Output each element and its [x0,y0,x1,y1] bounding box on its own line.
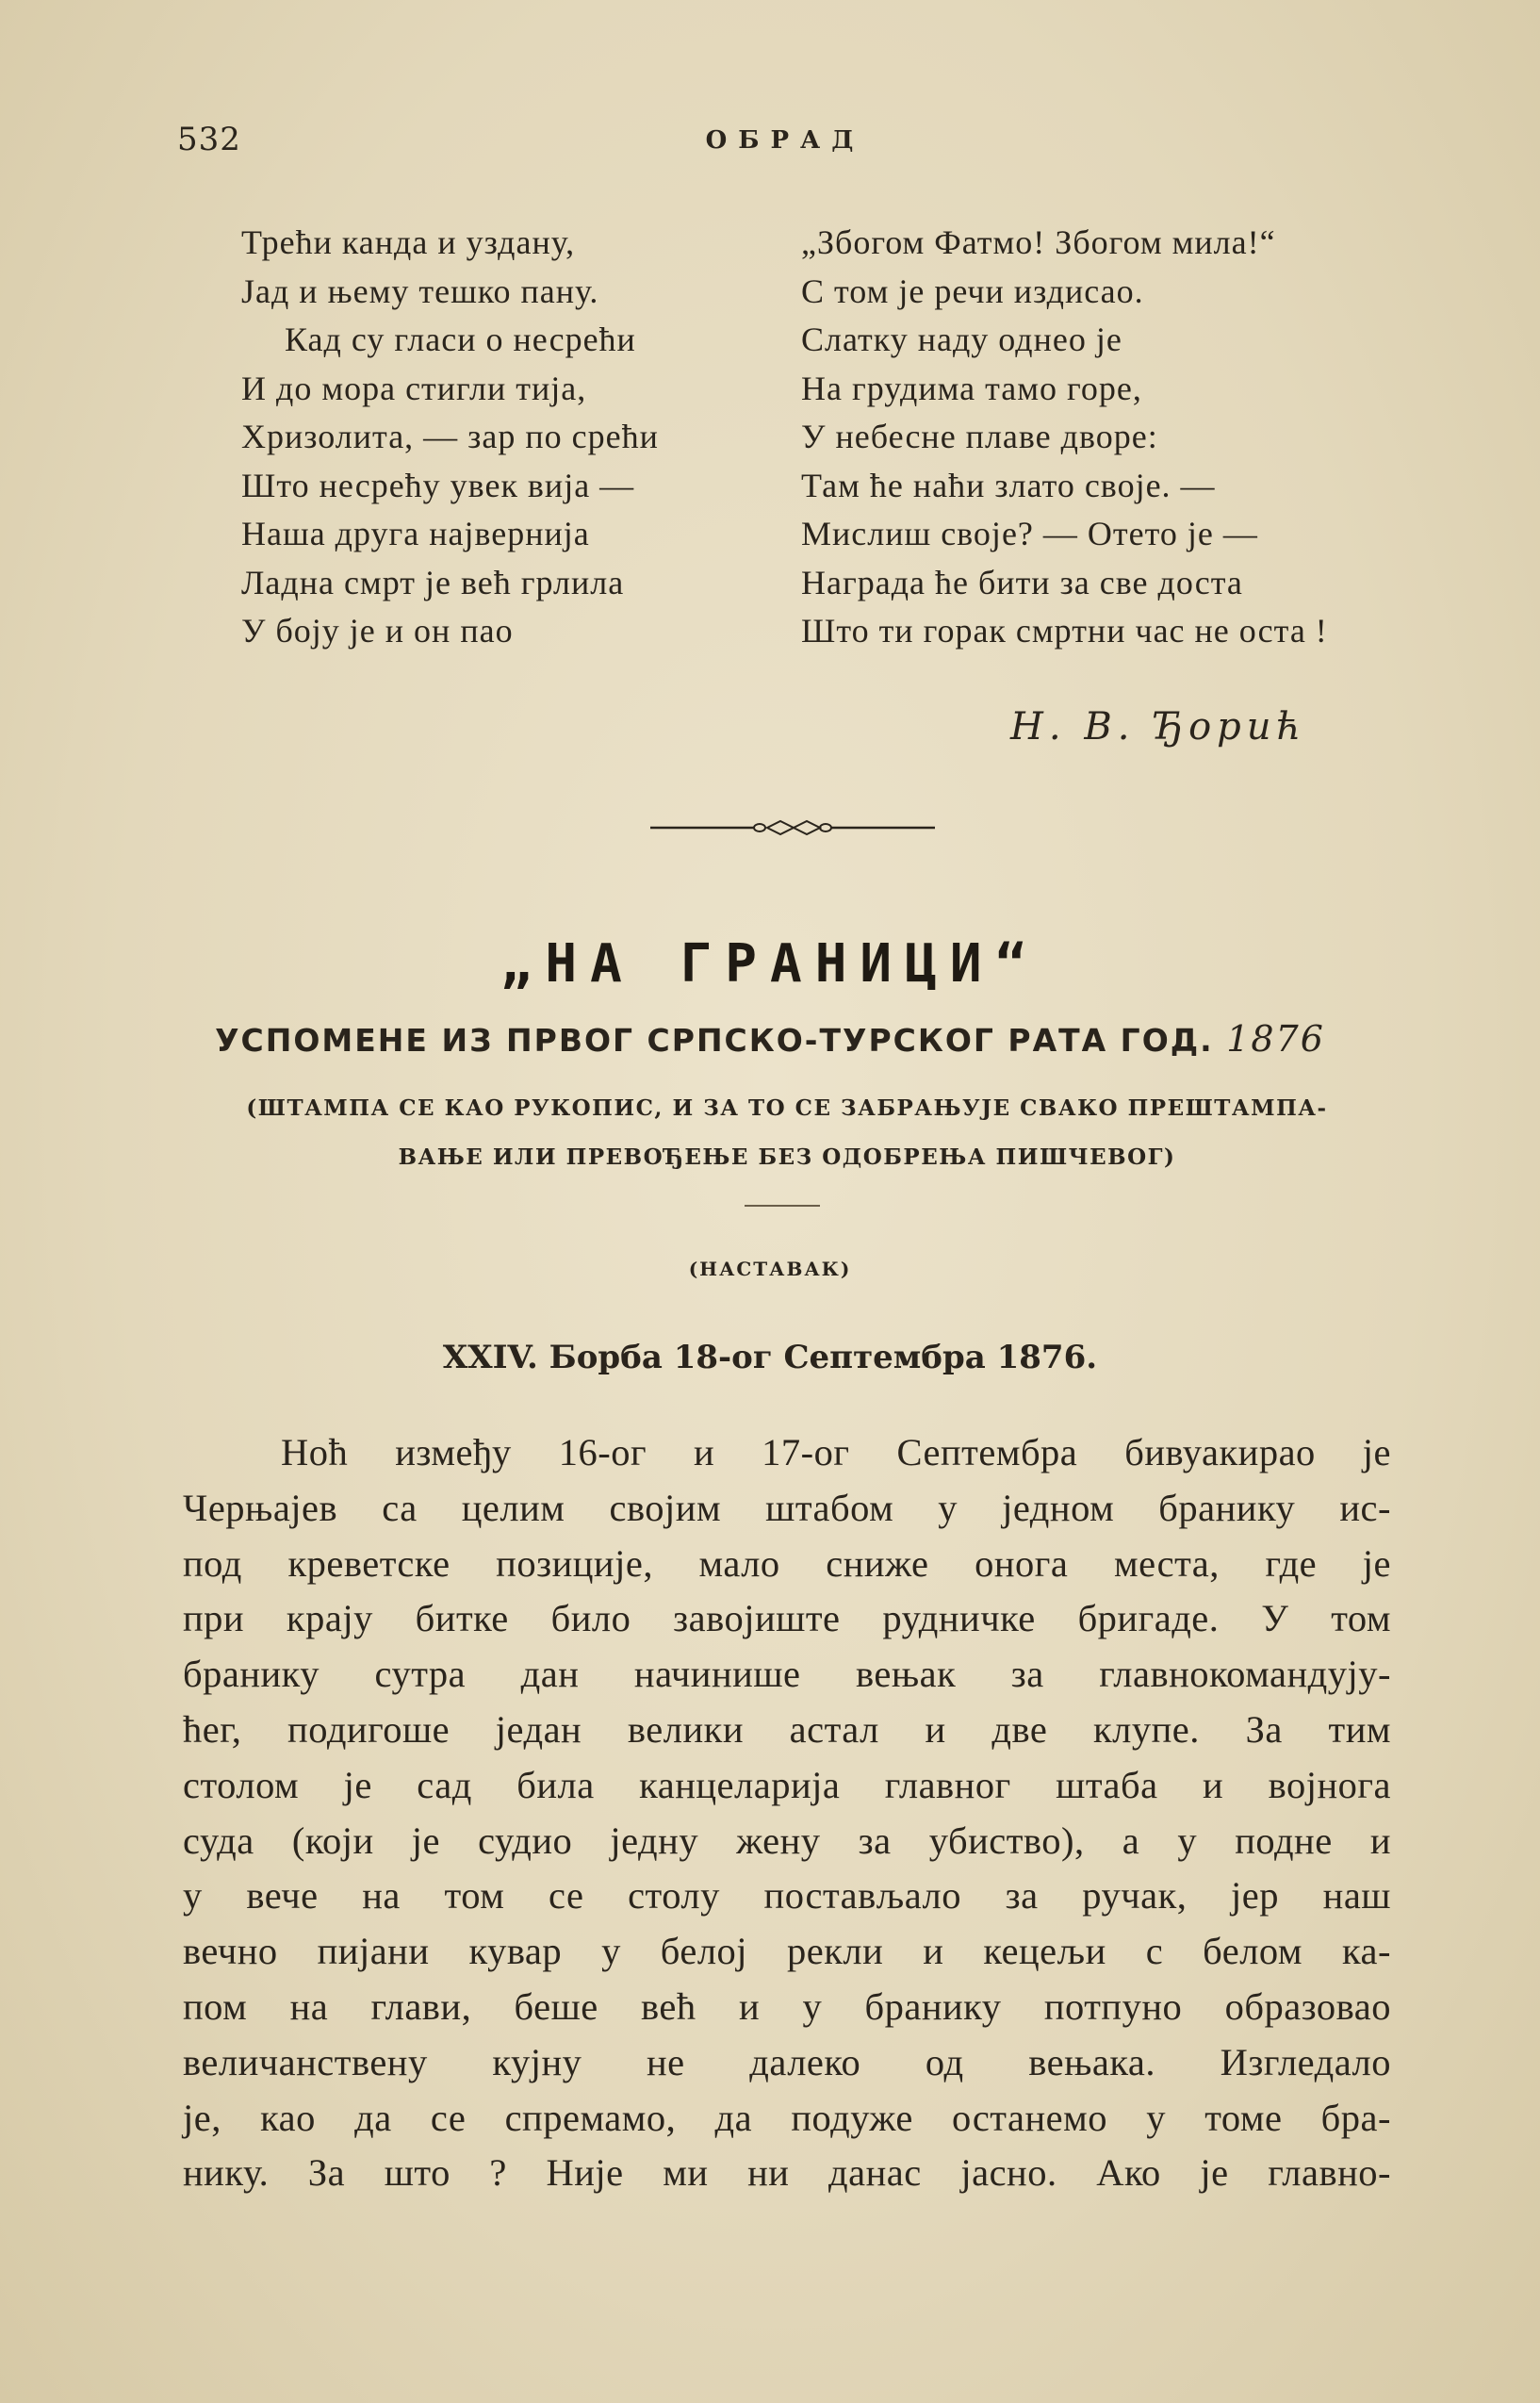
poem-right-column [801,219,1385,656]
article-title: „НА ГРАНИЦИ“ [500,933,1040,995]
poem-signature: Н. В. Ђорић [1010,705,1307,749]
body-line: у вече на том се столу постављало за ручак, јер наш [183,1874,1391,1917]
body-line: столом је сад била канцеларија главног штаба и војнога [183,1763,1391,1806]
subtitle-text: УСПОМЕНЕ ИЗ ПРВОГ СРПСКО-ТУРСКОГ РАТА ГОД. [215,1022,1214,1059]
body-line: при крају битке било завојиште рудничке бригаде. У том [183,1597,1391,1640]
poem-line: С том је речи издисао. [801,272,1144,310]
body-line: под креветске позиције, мало сниже онога места, где је [183,1541,1391,1585]
poem-line: Мислиш своје? — Отето је — [801,515,1258,552]
poem-line: Там ће наћи злато своје. — [801,466,1216,504]
subtitle-year: 1876 [1226,1018,1325,1060]
article-body [183,1425,1391,2201]
body-line: величанствену кујну не далеко од вењака. Изгледало [183,2040,1391,2083]
poem-line: Ладна смрт је већ грлила [241,563,625,601]
poem-line: Што несрећу увек вија — [241,466,635,504]
poem-left-column [241,219,769,656]
body-line: је, као да се спремамо, да подуже останемо у томе бра- [183,2096,1391,2139]
poem [236,219,1395,652]
page-number: 532 [177,121,241,158]
short-rule [745,1205,820,1207]
poem-line: Што ти горак смртни час не оста ! [801,612,1328,650]
body-line: нику. За што ? Није ми ни данас јасно. Ако је главно- [183,2151,1391,2195]
continued-label: (НАСТАВАК) [688,1258,852,1280]
body-line: суда (који је судио једну жену за убиство), а у подне и [183,1819,1391,1862]
poem-line: У небесне плаве дворе: [801,418,1158,455]
body-line: пом на глави, беше већ и у бранику потпуно образовао [183,1984,1391,2028]
poem-line: Слатку наду однео је [801,321,1122,358]
body-line: ћег, подигоше један велики астал и две клупе. За тим [183,1707,1391,1751]
ornamental-divider [650,816,935,839]
note-line: ВАЊЕ ИЛИ ПРЕВОЂЕЊЕ БЕЗ ОДОБРЕЊА ПИШЧЕВОГ) [398,1144,1176,1170]
article-subtitle [0,1018,1540,1060]
running-head: ОБРАД [705,126,865,155]
reprint-note [179,1084,1395,1182]
body-line: Ноћ између 16-ог и 17-ог Септембра бивуакирао је [281,1431,1391,1473]
page-header [177,121,1393,168]
poem-line: У боју је и он пао [241,612,514,650]
section-heading: XXIV. Борба 18-ог Септембра 1876. [442,1339,1098,1376]
poem-line: Наша друга највернија [241,515,590,552]
poem-line: Кад су гласи о несрећи [285,321,636,358]
poem-line: Јад и њему тешко пану. [241,272,599,310]
body-line: Черњајев са целим својим штабом у једном бранику ис- [183,1486,1391,1529]
poem-line: И до мора стигли тија, [241,369,587,407]
poem-line: На грудима тамо горе, [801,369,1142,407]
body-line: вечно пијани кувар у белој рекли и кецељи с белом ка- [183,1930,1391,1973]
poem-line: Хризолита, — зар по срећи [241,418,659,455]
poem-line: Награда ће бити за све доста [801,563,1243,601]
note-line: (ШТАМПА СЕ КАО РУКОПИС, И ЗА ТО СЕ ЗАБРАЊУЈЕ СВАКО ПРЕШТАМПА- [246,1095,1328,1121]
poem-line: Трећи канда и уздану, [241,223,576,261]
body-line: бранику сутра дан начинише вењак за главнокомандују- [183,1653,1391,1696]
poem-line: „Збогом Фатмо! Збогом мила!“ [801,223,1276,261]
